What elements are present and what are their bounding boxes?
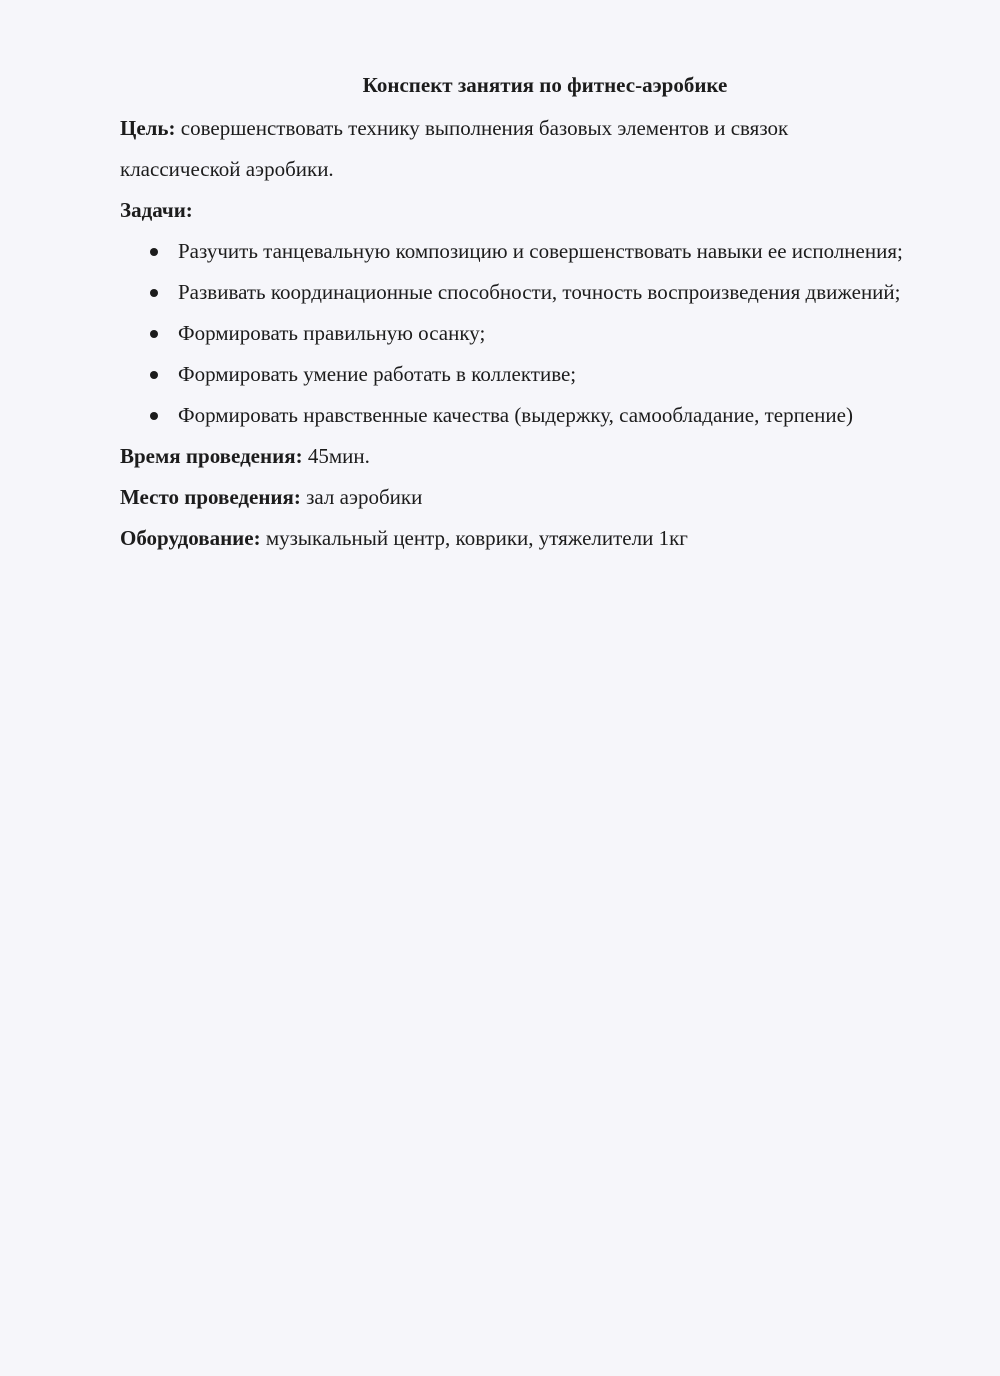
task-item xyxy=(120,354,980,395)
goal-line xyxy=(120,108,980,149)
bullet-icon xyxy=(150,248,158,256)
task-text: Разучить танцевальную композицию и совершенствовать навыки ее исполнения; xyxy=(178,239,903,263)
task-text: Формировать умение работать в коллективе; xyxy=(178,362,577,386)
equipment-line xyxy=(120,518,980,559)
tasks-label: Задачи: xyxy=(120,198,193,222)
place-line xyxy=(120,477,980,518)
document-title: Конспект занятия по фитнес-аэробике xyxy=(362,73,728,97)
bullet-icon xyxy=(150,289,158,297)
task-text: Развивать координационные способности, точность воспроизведения движений; xyxy=(178,280,901,304)
place-value: зал аэробики xyxy=(300,485,423,509)
bullet-icon xyxy=(150,412,158,420)
task-text: Формировать нравственные качества (выдержку, самообладание, терпение) xyxy=(178,403,853,427)
time-value: 45мин. xyxy=(302,444,370,468)
bullet-icon xyxy=(150,330,158,338)
bullet-icon xyxy=(150,371,158,379)
place-label: Место проведения: xyxy=(120,485,301,509)
time-label: Время проведения: xyxy=(120,444,303,468)
task-item xyxy=(120,272,980,313)
task-item xyxy=(120,313,980,354)
equipment-label: Оборудование: xyxy=(120,526,261,550)
task-item xyxy=(120,231,980,272)
goal-text-line1: совершенствовать технику выполнения базовых элементов и связок xyxy=(175,116,789,140)
task-text: Формировать правильную осанку; xyxy=(178,321,486,345)
time-line xyxy=(120,436,980,477)
tasks-list xyxy=(120,231,980,436)
equipment-value: музыкальный центр, коврики, утяжелители 1кг xyxy=(260,526,688,550)
task-item xyxy=(120,395,980,436)
goal-text-line2: классической аэробики. xyxy=(120,157,334,181)
document-body xyxy=(120,108,980,559)
goal-label: Цель: xyxy=(120,116,176,140)
